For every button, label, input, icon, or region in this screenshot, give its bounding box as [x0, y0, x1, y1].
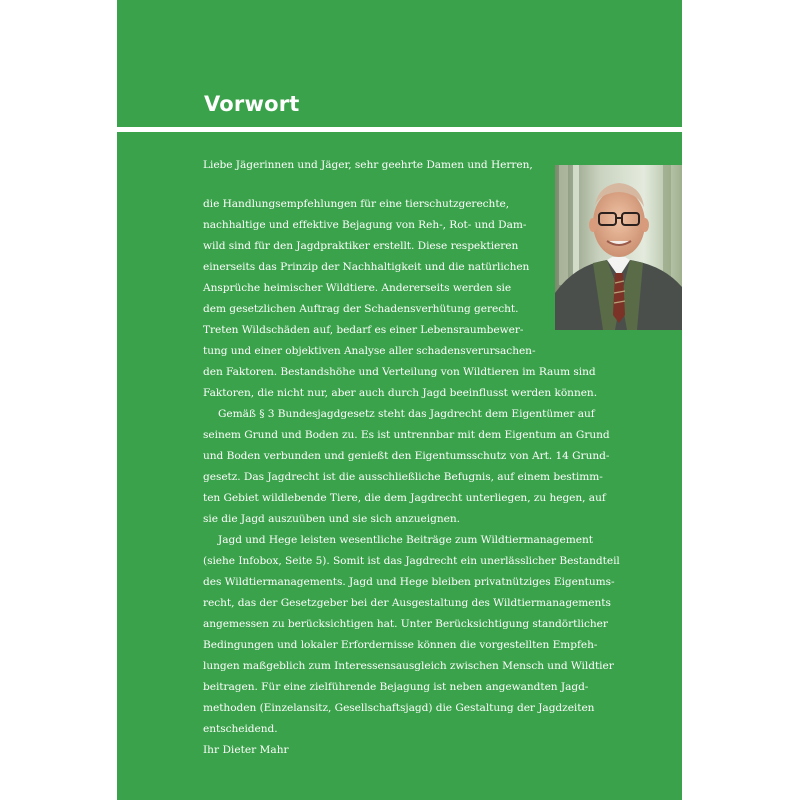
page-title: Vorwort	[204, 92, 300, 116]
body-line: lungen maßgeblich zum Interessensausgleich zwischen Mensch und Wildtier	[203, 660, 614, 672]
body-line: dem gesetzlichen Auftrag der Schadensverhütung gerecht.	[203, 303, 519, 315]
body-line: des Wildtiermanagements. Jagd und Hege bleiben privatnütziges Eigentums-	[203, 576, 615, 588]
portrait-photo	[555, 165, 682, 330]
body-line: angemessen zu berücksichtigen hat. Unter Berücksichtigung standörtlicher	[203, 618, 608, 630]
body-line: beitragen. Für eine zielführende Bejagung ist neben angewandten Jagd-	[203, 681, 589, 693]
body-line: die Handlungsempfehlungen für eine tierschutzgerechte,	[203, 198, 510, 210]
body-line: seinem Grund und Boden zu. Es ist untrennbar mit dem Eigentum an Grund	[203, 429, 610, 441]
body-line: Gemäß § 3 Bundesjagdgesetz steht das Jagdrecht dem Eigentümer auf	[218, 408, 595, 420]
body-line: methoden (Einzelansitz, Gesellschaftsjagd) die Gestaltung der Jagdzeiten	[203, 702, 595, 714]
body-line: und Boden verbunden und genießt den Eigentumsschutz von Art. 14 Grund-	[203, 450, 610, 462]
body-line: einerseits das Prinzip der Nachhaltigkeit und die natürlichen	[203, 261, 530, 273]
signoff: Ihr Dieter Mahr	[203, 744, 289, 756]
salutation: Liebe Jägerinnen und Jäger, sehr geehrte Damen und Herren,	[203, 159, 533, 171]
body-line: Faktoren, die nicht nur, aber auch durch Jagd beeinflusst werden können.	[203, 387, 598, 399]
body-line: tung und einer objektiven Analyse aller schadensverursachen-	[203, 345, 536, 357]
title-divider	[117, 127, 682, 132]
body-line: wild sind für den Jagdpraktiker erstellt. Diese respektieren	[203, 240, 519, 252]
body-line: ten Gebiet wildlebende Tiere, die dem Jagdrecht unterliegen, zu hegen, auf	[203, 492, 606, 504]
body-line: sie die Jagd auszuüben und sie sich anzueignen.	[203, 513, 460, 525]
body-line: den Faktoren. Bestandshöhe und Verteilung von Wildtieren im Raum sind	[203, 366, 596, 378]
document-page	[117, 0, 682, 800]
body-line: (siehe Infobox, Seite 5). Somit ist das Jagdrecht ein unerlässlicher Bestandteil	[203, 555, 620, 567]
body-line: entscheidend.	[203, 723, 278, 735]
body-line: Treten Wildschäden auf, bedarf es einer Lebensraumbewer-	[203, 324, 524, 336]
body-line: Bedingungen und lokaler Erfordernisse können die vorgestellten Empfeh-	[203, 639, 598, 651]
body-line: Ansprüche heimischer Wildtiere. Andererseits werden sie	[203, 282, 512, 294]
body-line: nachhaltige und effektive Bejagung von Reh-, Rot- und Dam-	[203, 219, 527, 231]
body-line: recht, das der Gesetzgeber bei der Ausgestaltung des Wildtiermanagements	[203, 597, 611, 609]
body-line: gesetz. Das Jagdrecht ist die ausschließliche Befugnis, auf einem bestimm-	[203, 471, 603, 483]
body-line: Jagd und Hege leisten wesentliche Beiträge zum Wildtiermanagement	[218, 534, 593, 546]
